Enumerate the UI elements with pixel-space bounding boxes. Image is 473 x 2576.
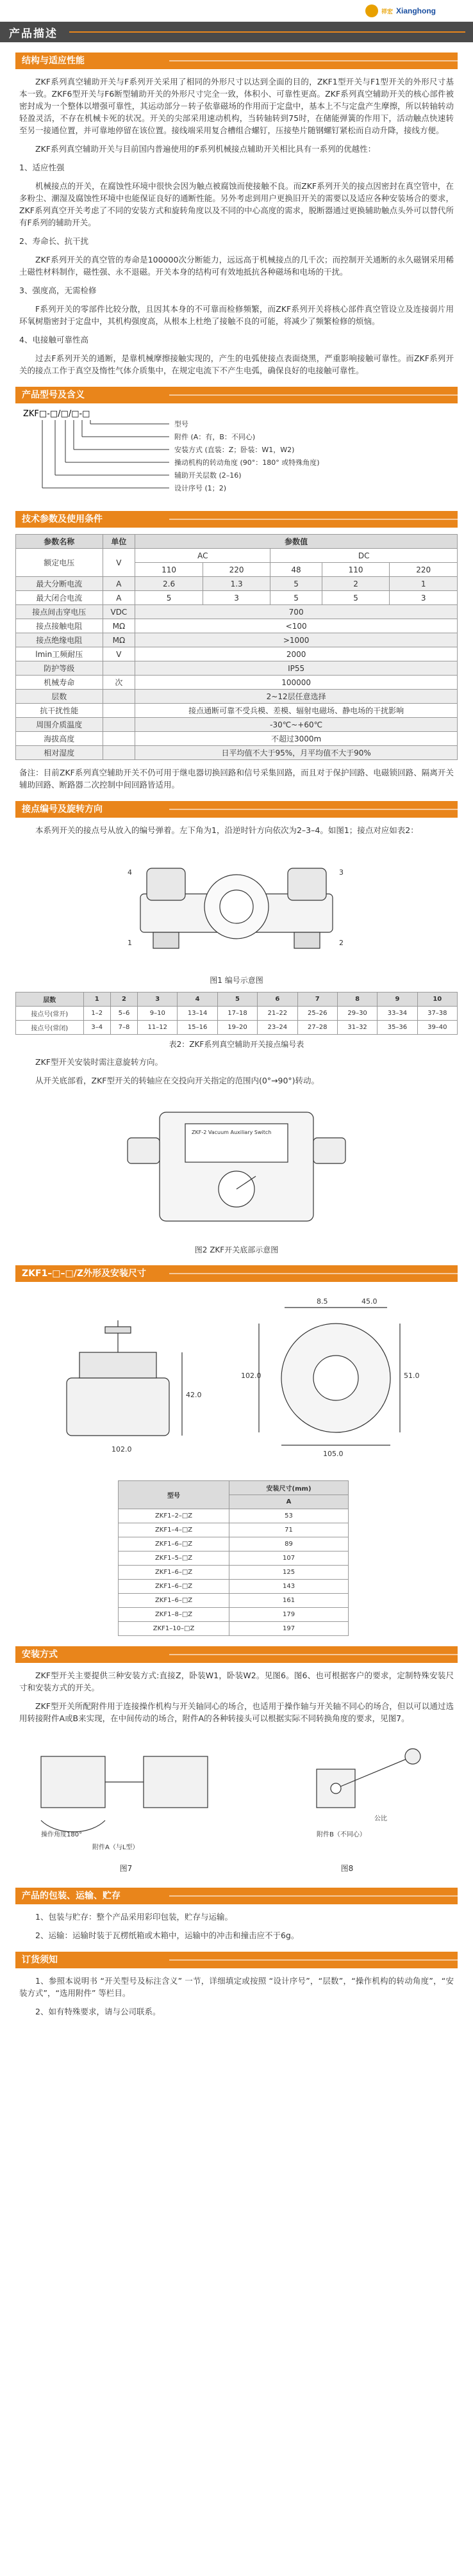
table-cell: 2~12层任意选择: [135, 690, 458, 704]
company-logo: [365, 4, 436, 17]
table-cell: 110: [135, 563, 203, 577]
table-cell: 125: [229, 1566, 349, 1580]
table-cell: 周围介质温度: [16, 718, 103, 732]
table-cell: ZKF1–4–□Z: [119, 1523, 229, 1537]
install-drawing: [15, 1731, 458, 1859]
legend-item: 安装方式 (直装：Z；卧装：W1，W2): [174, 446, 295, 454]
table-header: 安装尺寸(mm): [229, 1481, 349, 1495]
table-cell: 最大闭合电流: [16, 591, 103, 605]
table-cell: 5: [322, 591, 390, 605]
table-header: 4: [178, 992, 217, 1007]
figure-caption: 图7: [119, 1864, 133, 1873]
table-cell: 23–24: [258, 1021, 297, 1035]
table-cell: 3: [390, 591, 458, 605]
model-code: ZKF□-□/□/□-□: [23, 409, 90, 419]
table-row: [119, 1537, 349, 1551]
table-cell: [103, 746, 135, 760]
section-model: [15, 387, 458, 501]
legend-lines: [42, 420, 169, 488]
svg-text:3: 3: [339, 868, 344, 877]
table-cell: [103, 690, 135, 704]
table-cell: ZKF1–6–□Z: [119, 1594, 229, 1608]
table-cell: 39–40: [417, 1021, 457, 1035]
table-row: [16, 690, 458, 704]
advantages-list: [15, 161, 458, 377]
table-cell: 相对湿度: [16, 746, 103, 760]
legend-item: 型号: [174, 420, 188, 428]
table-cell: 1: [390, 577, 458, 591]
table-row: [119, 1509, 349, 1523]
table-cell: 179: [229, 1608, 349, 1622]
table-cell: 53: [229, 1509, 349, 1523]
table-cell: 层数: [16, 690, 103, 704]
table-cell: 100000: [135, 676, 458, 690]
table-cell: 37–38: [417, 1007, 457, 1021]
table-cell: 5: [135, 591, 203, 605]
table-row: [119, 1566, 349, 1580]
section-contacts: [15, 801, 458, 1255]
table-cell: 2000: [135, 647, 458, 661]
table-cell: 3–4: [83, 1021, 110, 1035]
dimension-table: [118, 1480, 349, 1636]
section-title: 结构与适应性能: [15, 53, 458, 69]
table-cell: 5: [270, 591, 322, 605]
params-table: [15, 534, 458, 760]
section-title: ZKF1–□–□/Z外形及安装尺寸: [15, 1265, 458, 1282]
table-cell: 21–22: [258, 1007, 297, 1021]
logo-cn-text: 祥宏: [381, 8, 393, 15]
figure-1-drawing: [102, 843, 371, 971]
table-cell: 接点接触电阻: [16, 619, 103, 633]
table-cell: 25–26: [297, 1007, 337, 1021]
contact-table: [15, 992, 458, 1035]
advantage-heading: 3、强度高，无需检修: [19, 286, 97, 295]
table-cell: 接点间击穿电压: [16, 605, 103, 619]
paragraph: 1、包装与贮存：整个产品采用彩印包装，贮存与运输。: [35, 1912, 233, 1922]
paragraph: ZKF型开关所配附件用于连接操作机构与开关轴同心的场合，也适用于操作轴与开关轴不同心的场合，但以可以通过选用转接附件A或B来实现，在中间传动的场合，附件A的各种转接头可以根据实际不同转换角度的要求，见图7。: [19, 1701, 454, 1723]
table-cell: 89: [229, 1537, 349, 1551]
table-cell: 71: [229, 1523, 349, 1537]
table-cell: 33–34: [378, 1007, 417, 1021]
table-cell: 接点号(常闭): [16, 1021, 84, 1035]
table-cell: 5: [270, 577, 322, 591]
table-cell: [103, 718, 135, 732]
install-label: 附件B（不同心）: [317, 1831, 366, 1838]
section-title: 产品型号及含义: [15, 387, 458, 403]
table-row: [119, 1580, 349, 1594]
table-cell: 17–18: [217, 1007, 257, 1021]
svg-text:1: 1: [128, 939, 132, 947]
install-label: 公比: [374, 1815, 387, 1822]
table-cell: 220: [390, 563, 458, 577]
table-cell: 防护等级: [16, 661, 103, 676]
dim-label: 102.0: [112, 1445, 132, 1454]
top-bar: [0, 0, 473, 22]
table-cell: AC: [135, 549, 270, 563]
banner-title: 产品描述: [9, 27, 58, 40]
table-header: 8: [337, 992, 377, 1007]
section-title: 安装方式: [15, 1646, 458, 1663]
table-header: 5: [217, 992, 257, 1007]
advantage-text: F系列开关的零部件比较分散，且因其本身的不可靠而检修频繁，而ZKF系列开关将核心部件真空管设立及连接弱片用环氧树脂密封于定盘中，其机构强度高，从根本上杜绝了接触不良的可能，将减少了频繁检修的烦恼。: [19, 304, 454, 326]
table-cell: ZKF1–2–□Z: [119, 1509, 229, 1523]
dim-label: 105.0: [323, 1450, 344, 1458]
svg-text:4: 4: [128, 868, 132, 877]
table-cell: 2.6: [135, 577, 203, 591]
nameplate-text: ZKF-2 Vacuum Auxiliary Switch: [192, 1130, 272, 1135]
table-cell: 161: [229, 1594, 349, 1608]
table-cell: 15–16: [178, 1021, 217, 1035]
advantage-text: 机械接点的开关，在腐蚀性环境中很快会因为触点被腐蚀而使接触不良。而ZKF系列开关的接点因密封在真空管中，在多粉尘、潮湿及腐蚀性环境中也能保证良好的通断性能。另外考虑到用户更换旧开关的需要以及适应各种安装场合的要求，ZKF系列真空开关考虑了不同的安装方式和旋转角度以及不同的中心高度的需求，脱断器通过更换辅助触点头外可以替代所有F系列的辅助开关。: [19, 181, 454, 227]
table-cell: MΩ: [103, 619, 135, 633]
table-header: 层数: [16, 992, 84, 1007]
dim-label: 51.0: [404, 1372, 420, 1380]
table-cell: IP55: [135, 661, 458, 676]
table-row: [16, 619, 458, 633]
table-cell: 143: [229, 1580, 349, 1594]
table-cell: ZKF1–6–□Z: [119, 1566, 229, 1580]
figure-caption: 图2 ZKF开关底部示意图: [194, 1245, 279, 1254]
svg-text:2: 2: [339, 939, 344, 947]
section-packaging: [15, 1888, 458, 1941]
table-cell: 700: [135, 605, 458, 619]
table-cell: A: [103, 577, 135, 591]
table-row: [16, 647, 458, 661]
page-banner: [0, 22, 473, 42]
table-cell: 29–30: [337, 1007, 377, 1021]
model-code-diagram: [15, 403, 458, 501]
table-cell: ZKF1–10–□Z: [119, 1622, 229, 1636]
note-text: 备注：目前ZKF系列真空辅助开关不仍可用于继电器切换回路和信号采集回路，而且对于保护回路、电磁锁回路、隔离开关辅助回路、断路器二次控制中间回路皆适用。: [19, 768, 454, 790]
section-title: 订货须知: [15, 1952, 458, 1968]
figure-2-drawing: [102, 1093, 371, 1240]
table-cell: <100: [135, 619, 458, 633]
table-cell: 接点号(常开): [16, 1007, 84, 1021]
figure-caption: 图8: [340, 1864, 354, 1873]
section-title: 产品的包装、运输、贮存: [15, 1888, 458, 1904]
table-cell: 19–20: [217, 1021, 257, 1035]
table-cell: 9–10: [138, 1007, 178, 1021]
table-header: 1: [83, 992, 110, 1007]
table-row: [119, 1594, 349, 1608]
table-cell: 220: [203, 563, 270, 577]
table-caption: 表2：ZKF系列真空辅助开关接点编号表: [169, 1040, 304, 1049]
section-dimensions: [15, 1265, 458, 1636]
paragraph: 1、参照本说明书 “开关型号及标注含义” 一节，详细填定或按照 “设计序号”，“层数”，“操作机构的转动角度”，“安装方式”，“选用附件” 等栏目。: [19, 1976, 454, 1998]
table-cell: 5–6: [110, 1007, 137, 1021]
table-cell: 日平均值不大于95%，月平均值不大于90%: [135, 746, 458, 760]
table-cell: A: [103, 591, 135, 605]
legend-item: 辅助开关层数 (2–16): [174, 471, 242, 480]
legend-item: 设计序号 (1；2): [174, 484, 227, 492]
paragraph: 本系列开关的接点号从放入的编号弹着。左下角为1，沿逆时针方向依次为2–3–4。如图1；接点对应如表2：: [35, 825, 419, 835]
table-row: [119, 1551, 349, 1566]
table-cell: VDC: [103, 605, 135, 619]
table-header: 10: [417, 992, 457, 1007]
table-row: [16, 1021, 458, 1035]
table-cell: 13–14: [178, 1007, 217, 1021]
table-cell: 1.3: [203, 577, 270, 591]
advantage-heading: 2、寿命长、抗干扰: [19, 236, 88, 246]
table-header: 2: [110, 992, 137, 1007]
table-header: 7: [297, 992, 337, 1007]
table-cell: MΩ: [103, 633, 135, 647]
paragraph: ZKF型开关主要提供三种安装方式:直接Z，卧装W1，卧装W2。见图6。图6、也可根据客户的要求，定制特殊安装尺寸和安装方式的开关。: [19, 1671, 454, 1692]
table-cell: 次: [103, 676, 135, 690]
table-header: 参数值: [135, 535, 458, 549]
install-label: 操作角度180°: [41, 1831, 83, 1838]
advantage-heading: 1、适应性强: [19, 163, 65, 172]
section-params: [15, 511, 458, 791]
dim-label: 45.0: [361, 1297, 378, 1306]
table-cell: 机械寿命: [16, 676, 103, 690]
table-row: [119, 1608, 349, 1622]
table-cell: ZKF1–5–□Z: [119, 1551, 229, 1566]
table-cell: 2: [322, 577, 390, 591]
table-row: [16, 1007, 458, 1021]
table-cell: DC: [270, 549, 458, 563]
table-cell: 35–36: [378, 1021, 417, 1035]
figure-caption: 图1 编号示意图: [210, 976, 263, 985]
table-cell: lmin工频耐压: [16, 647, 103, 661]
table-cell: [103, 661, 135, 676]
table-cell: V: [103, 549, 135, 577]
table-header: 参数名称: [16, 535, 103, 549]
advantage-text: 过去F系列开关的通断，是靠机械摩擦接触实现的，产生的电弧使接点表面烧黑，严重影响接触可靠性。而ZKF系列开关的接点工作于真空及惰性气体介质集中，在规定电流下不产生电弧，确保良好的电接触可靠性。: [19, 353, 454, 375]
table-row: [16, 633, 458, 647]
table-row: [16, 661, 458, 676]
paragraph: ZKF系列真空辅助开关与F系列开关采用了相同的外形尺寸以达到全面的目的，ZKF1型开关与F1型开关的外形尺寸基本一致。ZKF6型开关与F6断型辅助开关的外形尺寸完全一致，体积小、可靠性更高。ZKF系列真空辅助开关的核心部件被密封成为一个整体以增强可靠性，其运动部分－转子依靠磁场的作用而于定盘中，基本上不与定盘产生摩擦，所以转轴转动轻盈灵活，不存在机械卡死的状况。开关的尖部采用速动机构，当转轴转到75时，在储能弹簧的作用下，活动触点快速转至另一接通位置，并可靠地停留在该位置。接线端采用复合槽组合螺钉，压接垫片随钢螺钉紧松而自动升降，接线方便。: [19, 77, 454, 135]
table-header: 型号: [119, 1481, 229, 1509]
table-cell: 抗干扰性能: [16, 704, 103, 718]
advantage-text: ZKF系列开关的真空管的寿命是100000次分断能力，远远高于机械接点的几千次；而控制开关通断的永久磁钢采用稀土磁性材料制作，磁性强、永不退磁。开关本身的结构可有效地抵抗各种磁场和电场的干扰。: [19, 255, 454, 277]
table-cell: 不超过3000m: [135, 732, 458, 746]
table-cell: 197: [229, 1622, 349, 1636]
table-cell: 48: [270, 563, 322, 577]
table-cell: -30℃~+60℃: [135, 718, 458, 732]
table-row: [16, 676, 458, 690]
banner-line: [69, 31, 465, 33]
table-cell: 11–12: [138, 1021, 178, 1035]
section-ordering: [15, 1952, 458, 2018]
table-cell: 接点通断可靠不受兵模、差模、辐射电磁场、静电场的干扰影响: [135, 704, 458, 718]
table-row: [119, 1622, 349, 1636]
section-install: [15, 1646, 458, 1877]
install-label: 附件A（与L型）: [92, 1844, 139, 1851]
dimension-drawing: [15, 1282, 458, 1474]
table-cell: V: [103, 647, 135, 661]
table-cell: 27–28: [297, 1021, 337, 1035]
section-title: 接点编号及旋转方向: [15, 801, 458, 818]
table-row: [119, 1523, 349, 1537]
paragraph: 2、运输：运输时装于瓦楞纸箱或木箱中，运输中的冲击和撞击应不于6g。: [35, 1931, 299, 1940]
table-row: [16, 732, 458, 746]
table-cell: 7–8: [110, 1021, 137, 1035]
legend-item: 操动机构的转动角度 (90°：180° 或特殊角度): [174, 458, 320, 467]
table-header: 单位: [103, 535, 135, 549]
table-cell: 3: [203, 591, 270, 605]
table-cell: ZKF1–8–□Z: [119, 1608, 229, 1622]
dim-label: 102.0: [241, 1372, 261, 1380]
table-header: 9: [378, 992, 417, 1007]
logo-icon: [365, 4, 378, 17]
table-cell: [103, 732, 135, 746]
table-row: [16, 746, 458, 760]
table-cell: 31–32: [337, 1021, 377, 1035]
section-structure: [15, 53, 458, 377]
table-cell: 额定电压: [16, 549, 103, 577]
dim-label: 8.5: [317, 1297, 328, 1306]
table-cell: 海拔高度: [16, 732, 103, 746]
logo-text: Xianghong: [396, 6, 436, 15]
table-row: [16, 704, 458, 718]
table-cell: >1000: [135, 633, 458, 647]
dim-label: 42.0: [186, 1391, 202, 1399]
paragraph: 2、如有特殊要求，请与公司联系。: [35, 2007, 161, 2016]
paragraph: ZKF型开关安装时需注意旋转方向。: [35, 1057, 163, 1067]
legend-item: 附件 (A：有，B：不同心): [174, 433, 256, 441]
paragraph: 从开关底部看，ZKF型开关的转轴应在交投向开关指定的范围内(0°→90°)转动。: [35, 1076, 320, 1085]
table-cell: 1–2: [83, 1007, 110, 1021]
table-header: 3: [138, 992, 178, 1007]
table-cell: 110: [322, 563, 390, 577]
paragraph: ZKF系列真空辅助开关与目前国内普遍使用的F系列机械接点辅助开关相比具有一系列的优越性：: [35, 144, 376, 154]
section-title: 技术参数及使用条件: [15, 511, 458, 528]
table-row: [16, 718, 458, 732]
advantage-heading: 4、电接触可靠性高: [19, 335, 88, 344]
table-cell: 最大分断电流: [16, 577, 103, 591]
table-header: A: [229, 1495, 349, 1509]
table-header: 6: [258, 992, 297, 1007]
table-cell: 接点绝缘电阻: [16, 633, 103, 647]
table-cell: [103, 704, 135, 718]
table-cell: 107: [229, 1551, 349, 1566]
table-cell: ZKF1–6–□Z: [119, 1537, 229, 1551]
table-row: [16, 605, 458, 619]
table-cell: ZKF1–6–□Z: [119, 1580, 229, 1594]
